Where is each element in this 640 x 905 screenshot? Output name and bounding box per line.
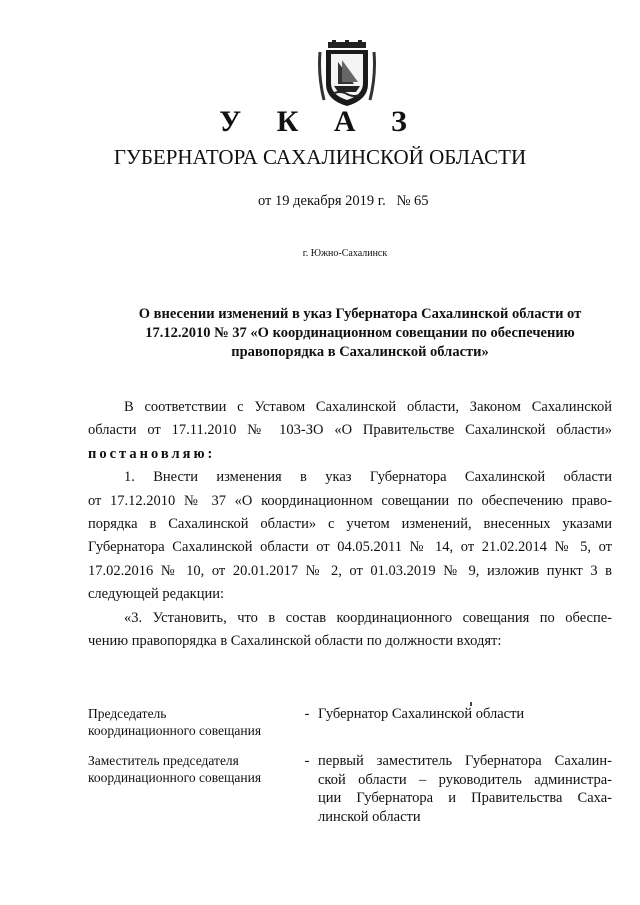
item1-line: порядка в Сахалинской области» с учетом изменений, внесенных указами — [88, 516, 612, 533]
role-row-chairman — [88, 705, 612, 739]
item3-line: «3. Установить, что в состав координационного совещания по обеспе- — [124, 609, 612, 626]
heading-line: О внесении изменений в указ Губернатора Сахалинской области от — [138, 306, 582, 322]
role-title — [88, 705, 296, 739]
role-person-line: ской области – руководитель администра- — [318, 771, 612, 788]
document-body — [88, 396, 612, 653]
role-dash: - — [304, 753, 310, 769]
role-person — [318, 752, 612, 826]
role-title-line: Заместитель председателя — [88, 753, 239, 768]
role-title-line: координационного совещания — [88, 770, 262, 785]
decree-word: постановляю: — [88, 445, 216, 462]
item1-line: 17.02.2016 № 10, от 20.01.2017 № 2, от 01.03.2019 № 9, изложив пункт 3 в — [88, 562, 612, 579]
item3-line: чению правопорядка в Сахалинской области по должности входят: — [88, 633, 502, 650]
sakhalin-coat-of-arms-icon — [318, 40, 376, 108]
heading-line: правопорядка в Сахалинской области» — [231, 344, 489, 360]
role-title-line: Председатель — [88, 706, 167, 721]
item1-line: следующей редакции: — [88, 586, 225, 603]
role-person-line: ции Губернатора и Правительства Саха- — [318, 790, 612, 807]
role-row-deputy-chairman — [88, 752, 612, 826]
document-title: У К А З — [219, 105, 421, 138]
role-person-line: линской области — [318, 808, 421, 825]
role-title — [88, 752, 296, 826]
document-date-number: от 19 декабря 2019 г. № 65 — [258, 193, 429, 209]
heading-line: 17.12.2010 № 37 «О координационном совещании по обеспечению — [145, 325, 575, 341]
document-subtitle: ГУБЕРНАТОРА САХАЛИНСКОЙ ОБЛАСТИ — [113, 145, 527, 169]
role-person-line: первый заместитель Губернатора Сахалин- — [318, 753, 612, 769]
role-dash: - — [304, 706, 310, 722]
role-person — [318, 705, 612, 739]
composition-list — [88, 705, 612, 839]
preamble-line: В соответствии с Уставом Сахалинской области, Законом Сахалинской — [124, 399, 612, 415]
preamble-line: области от 17.11.2010 № 103-ЗО «О Правительстве Сахалинской области» — [88, 422, 612, 439]
document-city: г. Южно-Сахалинск — [302, 248, 388, 259]
item1-line: Губернатора Сахалинской области от 04.05.2011 № 14, от 21.02.2014 № 5, от — [88, 539, 612, 556]
document-heading — [100, 305, 620, 362]
role-person-line: Губернатор Сахалинской области — [318, 706, 525, 722]
role-title-line: координационного совещания — [88, 723, 262, 738]
item1-line: 1. Внести изменения в указ Губернатора Сахалинской области — [124, 469, 612, 486]
item1-line: от 17.12.2010 № 37 «О координационном совещании по обеспечению право- — [88, 492, 612, 509]
